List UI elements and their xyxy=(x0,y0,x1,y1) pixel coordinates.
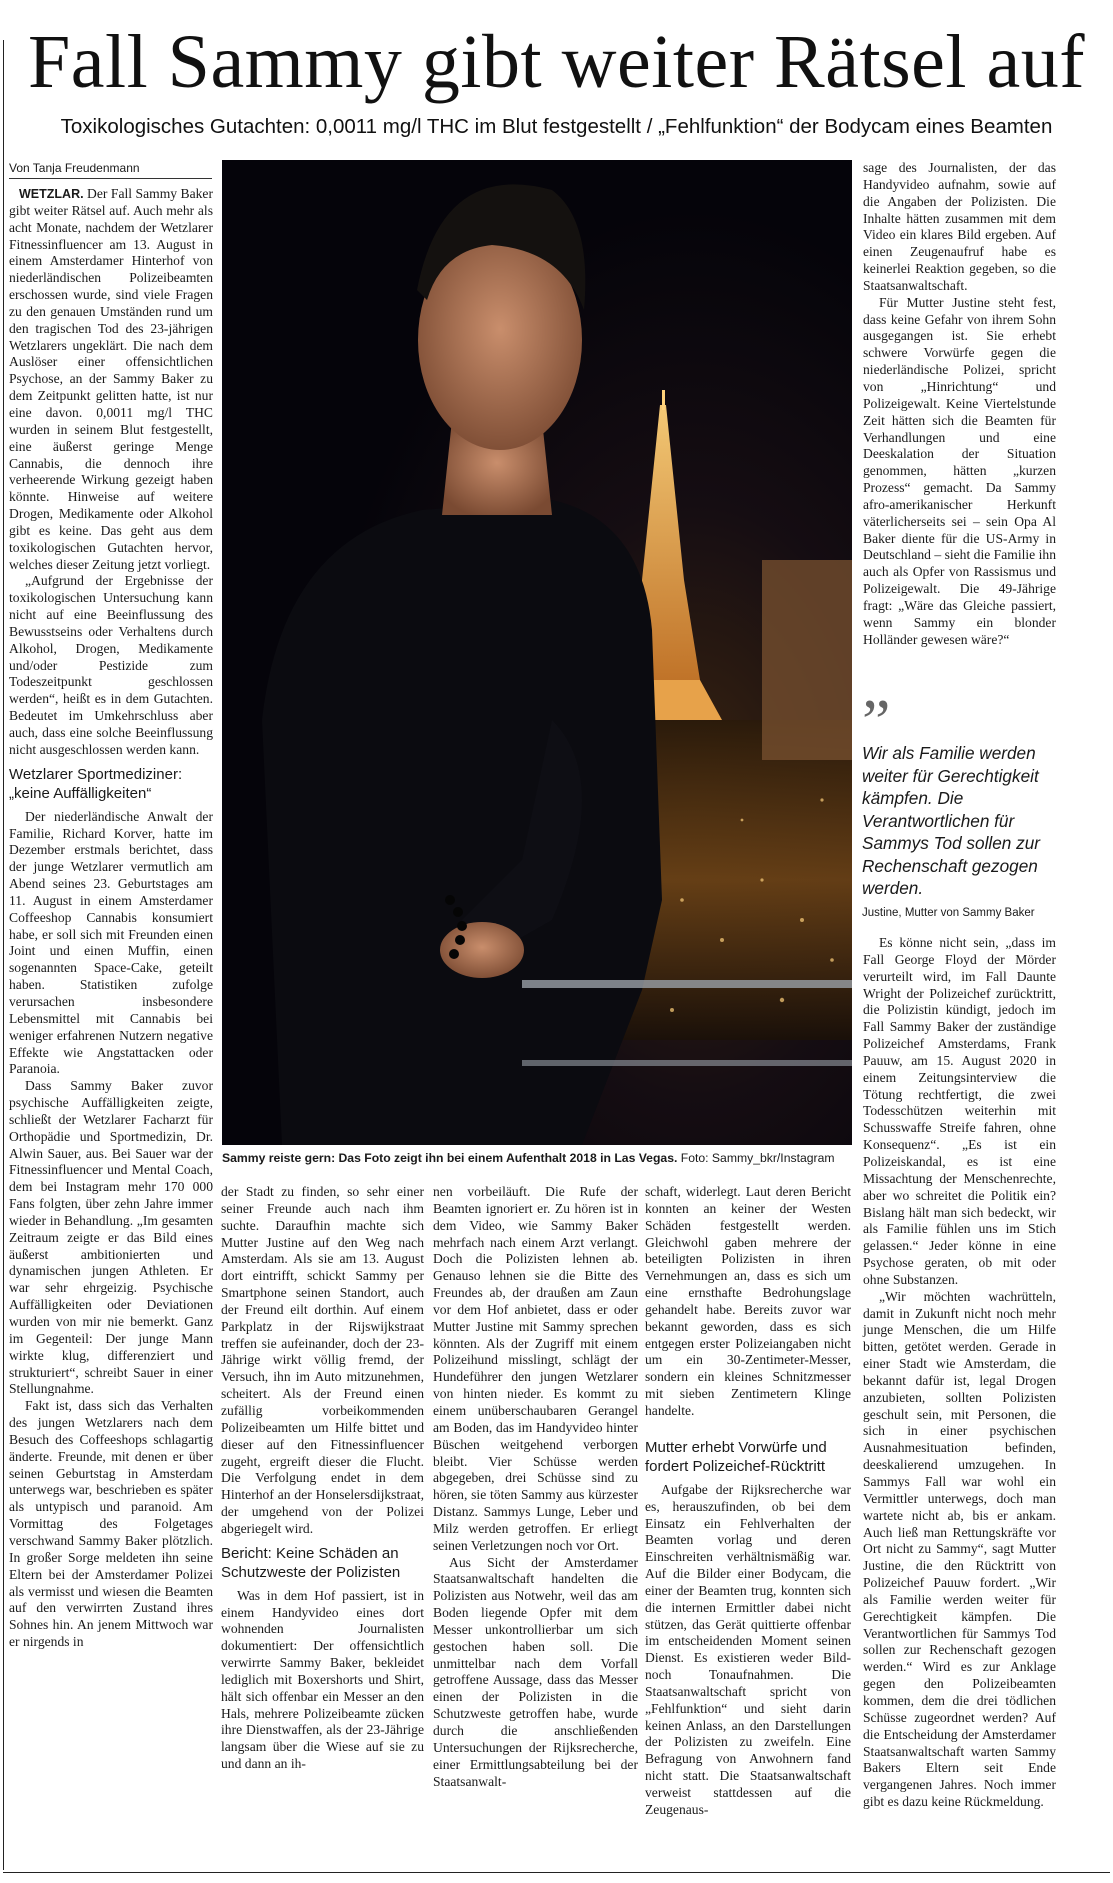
section-heading: Wetzlarer Sportmediziner: „keine Auffälligkeiten“ xyxy=(9,765,183,802)
article-column-5-top xyxy=(863,160,1056,648)
paragraph: Der niederländische Anwalt der Familie, Richard Korver, hatte im Dezember erstmals berichtet, dass der junge Wetzlarer vermutlich am Abend seines 23. Geburtstages am 11. August in einem Amsterdamer Coffeeshop Cannabis konsumiert habe, er soll sich mit Freunden einen Joint und einen Muffin, einen sogenannten Space-Cake, geteilt haben. Statistiken zufolge verursachen insbesondere Lebensmittel mit Cannabis bei weniger erfahrenen Nutzern negative Effekte wie Angstattacken oder Paranoia. xyxy=(9,808,213,1077)
article-column-4 xyxy=(645,1184,851,1819)
article-column-2 xyxy=(221,1184,424,1773)
article-column-3 xyxy=(433,1184,638,1790)
article-column-5-bottom xyxy=(863,935,1056,1811)
quote-mark-icon: ” xyxy=(862,700,891,736)
paragraph: Fakt ist, dass sich das Verhalten des jungen Wetzlarers nach dem Besuch des Coffeeshops schlagartig änderte. Freunde, mit denen er über seinen Geburtstag in Amsterdam unterwegs war, beschrieben es später als untypisch und paranoid. Am Vormittag des Folgetages verschwand Sammy Baker plötzlich. In großer Sorge meldeten ihn seine Eltern bei der Amsterdamer Polizei als vermisst und wiesen die Beamten auf den verwirrten Zustand ihres Sohnes hin. An jenem Mittwoch war er nirgends in xyxy=(9,1398,213,1650)
section-heading: Bericht: Keine Schäden an Schutzweste der Polizisten xyxy=(221,1544,401,1581)
caption-text: Sammy reiste gern: Das Foto zeigt ihn bei einem Aufenthalt 2018 in Las Vegas. xyxy=(222,1151,678,1165)
paragraph xyxy=(9,186,213,573)
article-photo xyxy=(222,160,852,1145)
photo-illustration xyxy=(222,160,852,1145)
paragraph: nen vorbeiläuft. Die Rufe der Beamten ignoriert er. Zu hören ist in dem Video, wie Sammy Baker mehrfach nach einem Arzt verlangt. Doch die Polizisten lehnen ab. Genauso lehnen sie die Bitte des Freundes ab, der draußen am Zaun vor dem Hof anbietet, dass er oder Mutter Justine mit Sammy sprechen könnten. Als der Zugriff mit einem Polizeihund misslingt, schlägt der Hundeführer den jungen Wetzlarer von hinten nieder. Es kommt zu einem unüberschaubaren Gerangel am Boden, das im Handyvideo hinter Büschen weitgehend verborgen bleibt. Vier Schüsse werden abgegeben, drei Schüsse sind zu hören, sie töten Sammy aus kürzester Distanz. Sammys Lunge, Leber und Milz werden getroffen. Er erliegt seinen Verletzungen noch vor Ort. xyxy=(433,1184,638,1553)
paragraph: Aus Sicht der Amsterdamer Staatsanwaltschaft handelten die Polizisten aus Notwehr, weil das am Boden liegende Opfer mit dem Messer unkontrollierbar um sich gestochen haben soll. Die unmittelbar nach dem Vorfall getroffene Aussage, dass das Messer einen der Polizisten in die Schutzweste getroffen habe, wurde durch die anschließenden Untersuchungen der Rijksrecherche, einer Ermittlungsabteilung bei der Staatsanwalt- xyxy=(433,1554,638,1789)
article-column-1 xyxy=(9,186,213,1651)
subheadline: Toxikologisches Gutachten: 0,0011 mg/l THC im Blut festgestellt / „Fehlfunktion“ der Bodycam eines Beamten xyxy=(60,115,1053,138)
author-line: Von Tanja Freudenmann xyxy=(9,160,212,179)
paragraph: sage des Journalisten, der das Handyvideo aufnahm, sowie auf die Angaben der Polizisten. Die Inhalte hätten zusammen mit dem Video ein klares Bild ergeben. Auf einen Zeugenaufruf habe es keinerlei Reaktion gegeben, so die Staatsanwaltschaft. xyxy=(863,160,1056,293)
section-heading: Mutter erhebt Vorwürfe und fordert Polizeichef-Rücktritt xyxy=(645,1438,827,1475)
paragraph: Es könne nicht sein, „dass im Fall George Floyd der Mörder verurteilt wird, im Fall Daunte Wright der Polizeichef zurücktritt, die Polizistin kündigt, jedoch im Fall Sammy Baker der zuständige Polizeichef Amsterdams, Frank Pauuw, am 15. August 2020 in einem Zeitungsinterview die Tötung rechtfertigt, die zwei Todesschützen weiterhin mit Schusswaffe Streife fahren, ohne Konsequenz“. „Es ist ein Polizeiskandal, es ist eine Missachtung der Menschenrechte, aber wo schreitet die Politik ein? Bislang hält man sich bedeckt, wir als Familie fühlen uns im Stich gelassen.“ Jeder könne in eine Psychose geraten, ob mit oder ohne Substanzen. xyxy=(863,935,1056,1287)
paragraph: Aufgabe der Rijksrecherche war es, herauszufinden, ob bei dem Einsatz ein Fehlverhalten der Beamten vorlag und deren Einschreiten verhältnismäßig war. Auf die Bilder einer Bodycam, die einer der Beamten trug, konnten sich die internen Ermittler dabei nicht stützen, das Gerät quittierte offenbar im entscheidenden Moment seinen Dienst. Es existieren weder Bild- noch Tonaufnahmen. Die Staatsanwaltschaft spricht von „Fehlfunktion“ und sieht darin keinen Anlass, an den Darstellungen der Polizisten zu zweifeln. Eine Befragung von Anwohnern fand nicht statt. Die Staatsanwaltschaft verweist stattdessen auf die Zeugenaus- xyxy=(645,1481,851,1817)
left-column-rule xyxy=(3,40,4,1870)
quote-text: Wir als Familie werden weiter für Gerechtigkeit kämpfen. Die Verantwortlichen für Sammys Tod sollen zur Rechenschaft gezogen werden. xyxy=(862,743,1040,898)
paragraph: Dass Sammy Baker zuvor psychische Auffälligkeiten zeigte, schließt der Wetzlarer Facharzt für Orthopädie und Sportmedizin, Dr. Alwin Sauer, aus. Bei Sauer war der Fitnessinfluencer und Mental Coach, dem bei Instagram mehr 170 000 Fans folgten, über zehn Jahre immer wieder in Behandlung. „Im gesamten Zeitraum zeigte er das Bild eines äußerst ambitionierten und dynamischen jungen Athleten. Er war sehr ehrgeizig. Psychische Auffälligkeiten oder Deviationen wurden von mir nie bemerkt. Ganz im Gegenteil: Der junge Mann wirkte klug, differenziert und strukturiert“, schreibt Sauer in einer Stellungnahme. xyxy=(9,1078,213,1397)
headline: Fall Sammy gibt weiter Rätsel auf xyxy=(27,20,1086,104)
pull-quote xyxy=(862,700,1057,921)
paragraph-text: Der Fall Sammy Baker gibt weiter Rätsel auf. Auch mehr als acht Monate, nachdem der Wetzlarer Fitnessinfluencer am 13. August in einem Amsterdamer Hinterhof von niederländischen Polizeibeamten erschossen wurde, sind viele Fragen zu den genauen Umständen rund um den tragischen Tod des 23-jährigen Wetzlarers ungeklärt. Die nach dem Auslöser einer offensichtlichen Psychose, an der Sammy Baker zu dem Zeitpunkt gelitten hatte, ist nur eine davon. 0,0011 mg/l THC wurden in seinem Blut festgestellt, eine äußerst geringe Menge Cannabis, die dennoch ihre verheerende Wirkung gezeigt haben könnte. Hinweise auf weitere Drogen, Medikamente oder Alkohol gibt es keine. Das geht aus dem toxikologischen Gutachten hervor, welches dieser Zeitung jetzt vorliegt. xyxy=(9,186,213,572)
quote-attribution: Justine, Mutter von Sammy Baker xyxy=(862,906,1035,919)
paragraph: Für Mutter Justine steht fest, dass keine Gefahr von ihrem Sohn ausgegangen ist. Sie erhebt schwere Vorwürfe gegen die niederländische Polizei, spricht von „Hinrichtung“ und Polizeigewalt. Keine Viertelstunde Zeit hätten sich die Beamten für Verhandlungen und eine Deeskalation der Situation genommen, hätten „kurzen Prozess“ gemacht. Da Sammy afro-amerikanischer Herkunft väterlicherseits sei – sein Opa Al Baker diente für die US-Army in Deutschland – sieht die Familie ihn auch als Opfer von Rassismus und Polizeigewalt. Die 49-Jährige fragt: „Wäre das Gleiche passiert, wenn Sammy ein blonder Holländer gewesen wäre?“ xyxy=(863,294,1056,647)
photo-credit: Foto: Sammy_bkr/Instagram xyxy=(680,1151,835,1165)
bottom-rule xyxy=(3,1872,1110,1873)
paragraph: schaft, widerlegt. Laut deren Bericht konnten an keiner der Westen Schäden festgestellt werden. Gleichwohl gaben mehrere der beteiligten Polizisten in ihren Vernehmungen an, dass es sich um eine ernsthafte Bedrohungslage gehandelt habe. Bereits zuvor war bekannt geworden, dass es sich entgegen erster Polizeiangaben nicht um ein 30-Zentimeter-Messer, sondern ein kleines Schnitzmesser mit sieben Zentimetern Klinge handelte. xyxy=(645,1184,851,1418)
paragraph: „Wir möchten wachrütteln, damit in Zukunft nicht noch mehr junge Menschen, die um Hilfe bitten, getötet werden. Gerade in einer Stadt wie Amsterdam, die bekannt dafür ist, legal Drogen anzubieten, sollten Polizisten geschult sein, mit Personen, die sich in einer psychischen Ausnahmesituation befinden, deeskalierend umzugehen. In Sammys Fall war wohl ein Vermittler unterwegs, doch man wartete nicht ab, bis er ankam. Auch ließ man Rettungskräfte vor Ort nicht zu Sammy“, sagt Mutter Justine, die den Rücktritt von Polizeichef Pauuw fordert. „Wir als Familie werden weiter für Gerechtigkeit kämpfen. Die Verantwortlichen für Sammys Tod sollen zur Rechenschaft gezogen werden.“ Wird es zur Anklage gegen den Polizeibeamten kommen, dem die drei tödlichen Schüsse zugeordnet werden? Auf die Entscheidung der Amsterdamer Staatsanwaltschaft warten Sammy Bakers Eltern seit Ende vergangenen Jahres. Noch immer gibt es dazu keine Rückmeldung. xyxy=(863,1288,1056,1810)
paragraph: Was in dem Hof passiert, ist in einem Handyvideo eines dort wohnenden Journalisten dokumentiert: Der offensichtlich verwirrte Sammy Baker, bekleidet lediglich mit Boxershorts und Shirt, hält sich offenbar ein Messer an den Hals, mehrere Polizeibeamte zücken ihre Dienstwaffen, als der 23-Jährige langsam über die Wiese auf sie zu und dann an ih- xyxy=(221,1587,424,1772)
paragraph: „Aufgrund der Ergebnisse der toxikologischen Untersuchung kann nicht auf eine Beeinflussung des Bewusstseins oder Verhaltens durch Alkohol, Drogen, Medikamente und/oder Pestizide zum Todeszeitpunkt geschlossen werden“, heißt es in dem Gutachten. Bedeutet im Umkehrschluss aber auch, dass eine solche Beeinflussung nicht ausgeschlossen werden kann. xyxy=(9,573,213,757)
photo-caption xyxy=(222,1150,852,1166)
paragraph: der Stadt zu finden, so sehr einer seiner Freunde auch nach ihm suchte. Daraufhin machte sich Mutter Justine auf den Weg nach Amsterdam. Als sie am 13. August dort eintrifft, schickt Sammy per Smartphone seinen Standort, auch der Freund eilt dorthin. Auf einem Parkplatz in der Rijswijkstraat treffen sie aufeinander, doch der 23-Jährige wirkt völlig fremd, der Versuch, ihn im Auto mitzunehmen, scheitert. Als der Freund einen zufällig vorbeikommenden Polizeibeamten um Hilfe bittet und dieser auf den Fitnessinfluencer zugeht, ergreift dieser die Flucht. Die Verfolgung endet in dem Hinterhof an der Honselersdijkstraat, der umgehend von der Polizei abgeriegelt wird. xyxy=(221,1184,424,1536)
dateline: WETZLAR. xyxy=(19,187,84,201)
